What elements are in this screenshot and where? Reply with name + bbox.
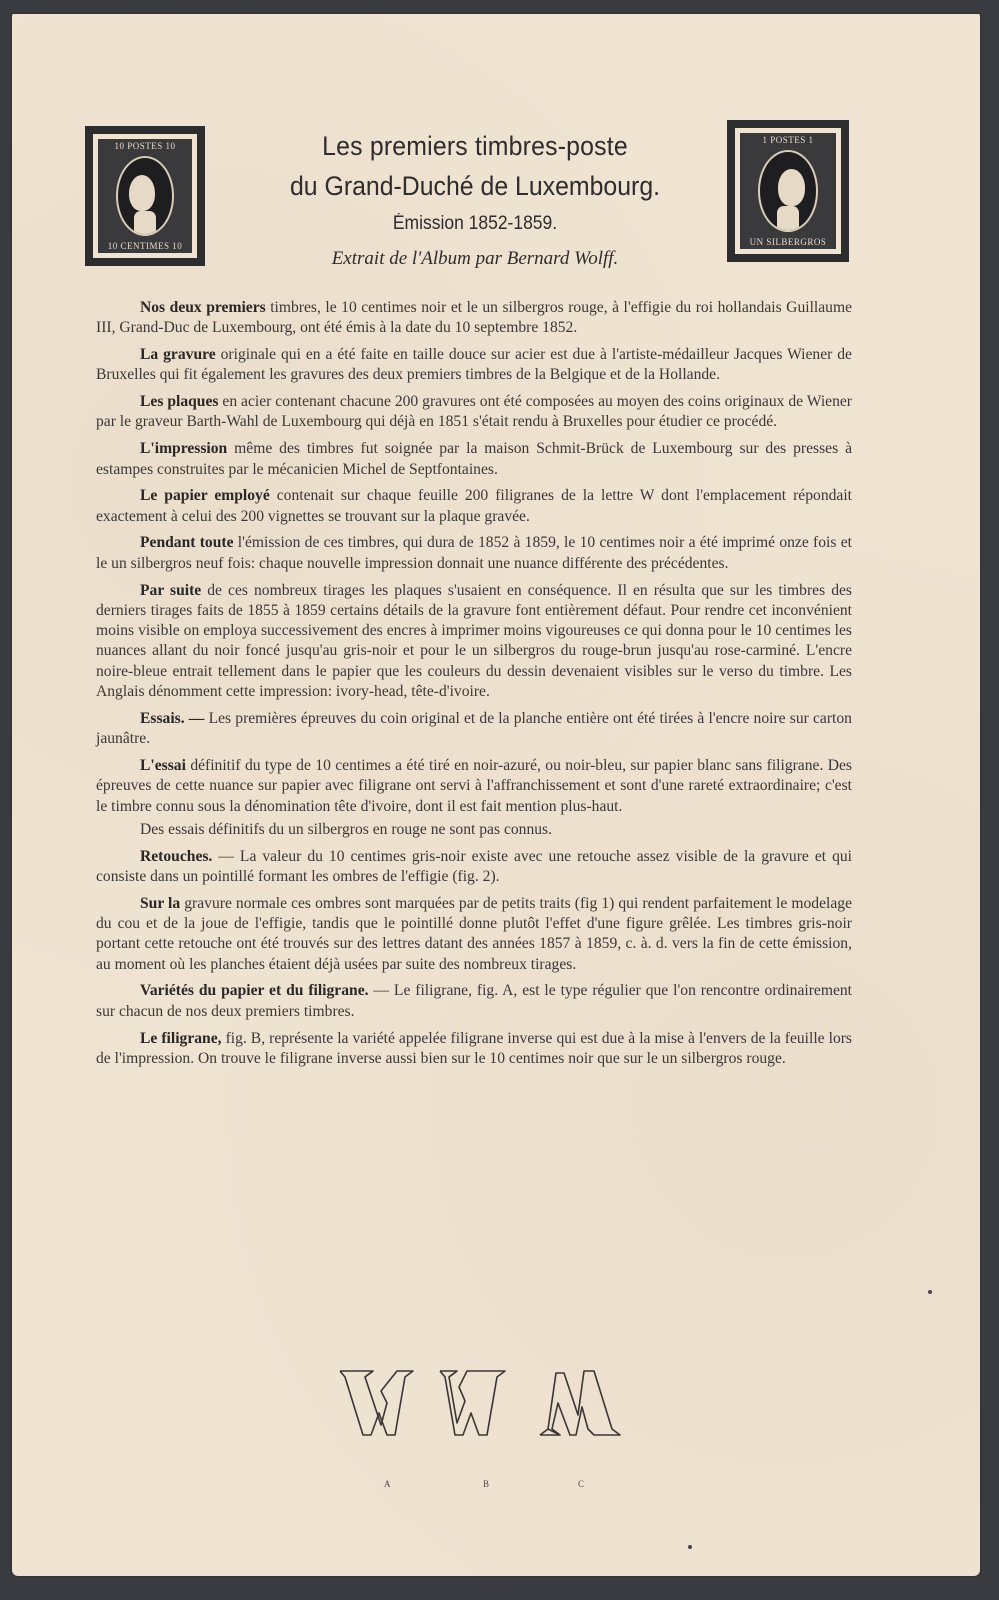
paragraph-varietes: Variétés du papier et du filigrane. — Le filigrane, fig. A, est le type régulier que l'on rencontre ordinairement sur chacun de nos deux premiers timbres. (96, 982, 852, 1020)
watermark-figures (335, 1363, 625, 1443)
watermark-w-inverse (440, 1371, 505, 1435)
stamp-right-top-text: 1 POSTES 1 (762, 135, 814, 145)
watermark-w-regular (340, 1371, 413, 1435)
figure-label-a: A (384, 1479, 391, 1489)
document-header (230, 126, 720, 276)
stamp-10-centimes-image (85, 126, 205, 266)
paragraph: Des essais définitifs du un silbergros en rouge ne sont pas connus. (140, 820, 553, 838)
paragraph: Par suite de ces nombreux tirages les plaques s'usaient en conséquence. Il en résulta que sur les timbres des derniers tirages faits de 1855 à 1859 certains détails de la gravure font entièrement défaut. Pour rendre cet inconvénient moins visible on employa successivement des encres à imprimer moins vigoureuses ce qui donna pour le 10 centimes les nuances allant du noir foncé jusqu'au gris-noir et pour le un silbergros du rouge-brun jusqu'au rose-carminé. L'encre noire-bleue entrait tellement dans le papier que les couleurs du dessin devenaient visibles sur le verso du timbre. Les Anglais dénomment cette impression: ivory-head, tête-d'ivoire. (96, 581, 852, 701)
stamp-portrait (116, 156, 174, 236)
paragraph: Sur la gravure normale ces ombres sont marquées par de petits traits (fig 1) qui rendent parfaitement le modelage du cou et de la joue de l'effigie, tandis que le pointillé donne plutôt l'effet d'une figure grêlée. Les timbres gris-noir portant cette retouche ont été trouvés sur des lettres datant des années 1857 à 1859, c. à. d. vers la fin de cette émission, au moment où les planches étaient déjà usées par suite des nombreux tirages. (96, 894, 852, 973)
paragraph: L'impression même des timbres fut soignée par la maison Schmit-Brück de Luxembourg sur des presses à estampes construites par le mécanicien Michel de Septfontaines. (96, 440, 852, 478)
paragraph-essais: Essais. — Les premières épreuves du coin original et de la planche entière ont été tirées à l'encre noire sur carton jaunâtre. (96, 709, 852, 748)
subtitle: Émission 1852-1859. (392, 213, 558, 234)
paragraph: Nos deux premiers timbres, le 10 centimes noir et le un silbergros rouge, à l'effigie du roi hollandais Guillaume III, Grand-Duc de Luxembourg, ont été émis à la date du 10 septembre 1852. (96, 299, 853, 337)
paragraph-retouches: Retouches. — La valeur du 10 centimes gris-noir existe avec une retouche assez visible de la gravure et qui consiste dans un pointillé formant les ombres de l'effigie (fig. 2). (96, 847, 852, 885)
paragraph: Les plaques en acier contenant chacune 200 gravures ont été composées au moyen des coins originaux de Wiener par le graveur Barth-Wahl de Luxembourg qui déjà en 1851 s'était rendu à Bruxelles pour étudier ce procédé. (96, 393, 852, 431)
watermark-figures-drawing (335, 1363, 625, 1443)
paragraph: Le filigrane, fig. B, représente la variété appelée filigrane inverse qui est due à la mise à l'envers de la feuille lors de l'impression. On trouve le filigrane inverse aussi bien sur le 10 centimes noir que sur le un silbergros rouge. (96, 1029, 853, 1067)
paper-speck (928, 1290, 932, 1294)
stamp-right-bottom-text: UN SILBERGROS (749, 237, 827, 247)
title-line-2: du Grand-Duché de Luxembourg. (289, 171, 661, 201)
stamp-left-bottom-text: 10 CENTIMES 10 (107, 241, 183, 251)
stamp-left-top-text: 10 POSTES 10 (114, 141, 176, 151)
paragraph: Le papier employé contenait sur chaque feuille 200 filigranes de la lettre W dont l'emplacement répondait exactement à celui des 200 vignettes se trouvant sur la plaque gravée. (96, 487, 852, 525)
stamp-silbergros-image (727, 120, 849, 262)
watermark-labels (0, 1479, 999, 1493)
article-body (96, 298, 852, 1076)
stamp-portrait (758, 150, 818, 231)
watermark-m (540, 1371, 620, 1435)
figure-label-b: B (483, 1479, 490, 1489)
paragraph: La gravure originale qui en a été faite en taille douce sur acier est due à l'artiste-médailleur Jacques Wiener de Bruxelles qui fit également les gravures des deux premiers timbres de la Belgique et de la Hollande. (96, 346, 852, 384)
paragraph: L'essai définitif du type de 10 centimes a été tiré en noir-azuré, ou noir-bleu, sur papier blanc sans filigrane. Des épreuves de cette nuance sur papier avec filigrane ont servi à l'affranchissement et sont d'une rareté extraordinaire; c'est le timbre connu sous la dénomination tête d'ivoire, dont il est fait mention plus-haut. (96, 756, 852, 815)
attribution: Extrait de l'Album par Bernard Wolff. (331, 248, 619, 269)
paragraph: Pendant toute l'émission de ces timbres, qui dura de 1852 à 1859, le 10 centimes noir a été imprimé onze fois et le un silbergros neuf fois: chaque nouvelle impression donnait une nuance différente des précédentes. (96, 534, 852, 572)
paper-speck (688, 1545, 692, 1549)
figure-label-c: C (578, 1479, 585, 1489)
title-line-1: Les premiers timbres-poste (322, 131, 628, 161)
